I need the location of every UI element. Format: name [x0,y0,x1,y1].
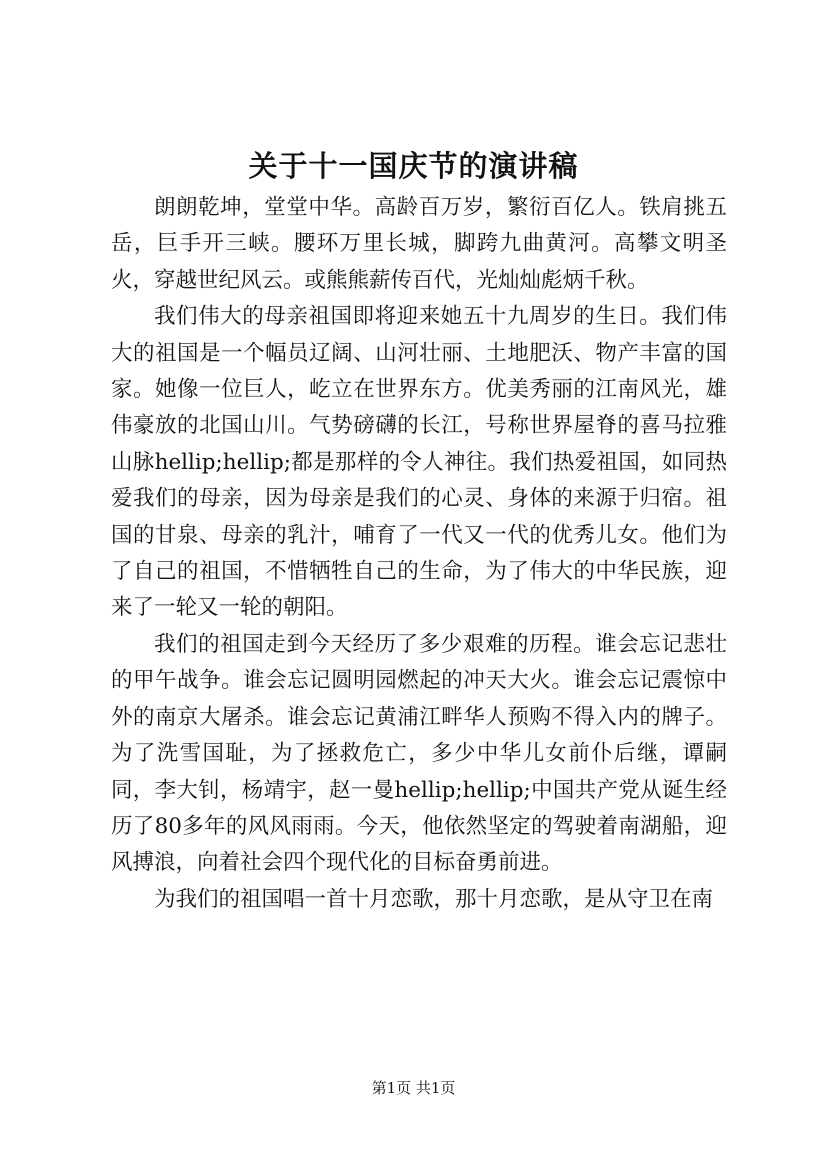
document-title: 关于十一国庆节的演讲稿 [248,149,579,183]
paragraph-2: 我们伟大的母亲祖国即将迎来她五十九周岁的生日。我们伟大的祖国是一个幅员辽阔、山河壮丽、土地肥沃、物产丰富的国家。她像一位巨人，屹立在世界东方。优美秀丽的江南风光，雄伟豪放的北国山川。气势磅礴的长江，号称世界屋脊的喜马拉雅山脉hellip;hellip;都是那样的令人神往。我们热爱祖国，如同热爱我们的母亲，因为母亲是我们的心灵、身体的来源于归宿。祖国的甘泉、母亲的乳汁，哺育了一代又一代的优秀儿女。他们为了自己的祖国，不惜牺牲自己的生命，为了伟大的中华民族，迎来了一轮又一轮的朝阳。 [111,304,727,621]
paragraph-3: 我们的祖国走到今天经历了多少艰难的历程。谁会忘记悲壮的甲午战争。谁会忘记圆明园燃起的冲天大火。谁会忘记震惊中外的南京大屠杀。谁会忘记黄浦江畔华人预购不得入内的牌子。为了洗雪国耻，为了拯救危亡，多少中华儿女前仆后继，谭嗣同，李大钊，杨靖宇，赵一曼hellip;hellip;中国共产党从诞生经历了80多年的风风雨雨。今天，他依然坚定的驾驶着南湖船，迎风搏浪，向着社会四个现代化的目标奋勇前进。 [111,631,727,876]
page-number-footer: 第1页 共1页 [371,1079,456,1097]
paragraph-4: 为我们的祖国唱一首十月恋歌，那十月恋歌，是从守卫在南 [154,886,714,912]
paragraph-1: 朗朗乾坤，堂堂中华。高龄百万岁，繁衍百亿人。铁肩挑五岳，巨手开三峡。腰环万里长城，脚跨九曲黄河。高攀文明圣火，穿越世纪风云。或熊熊薪传百代，光灿灿彪炳千秋。 [111,195,727,293]
document-body [111,190,727,918]
